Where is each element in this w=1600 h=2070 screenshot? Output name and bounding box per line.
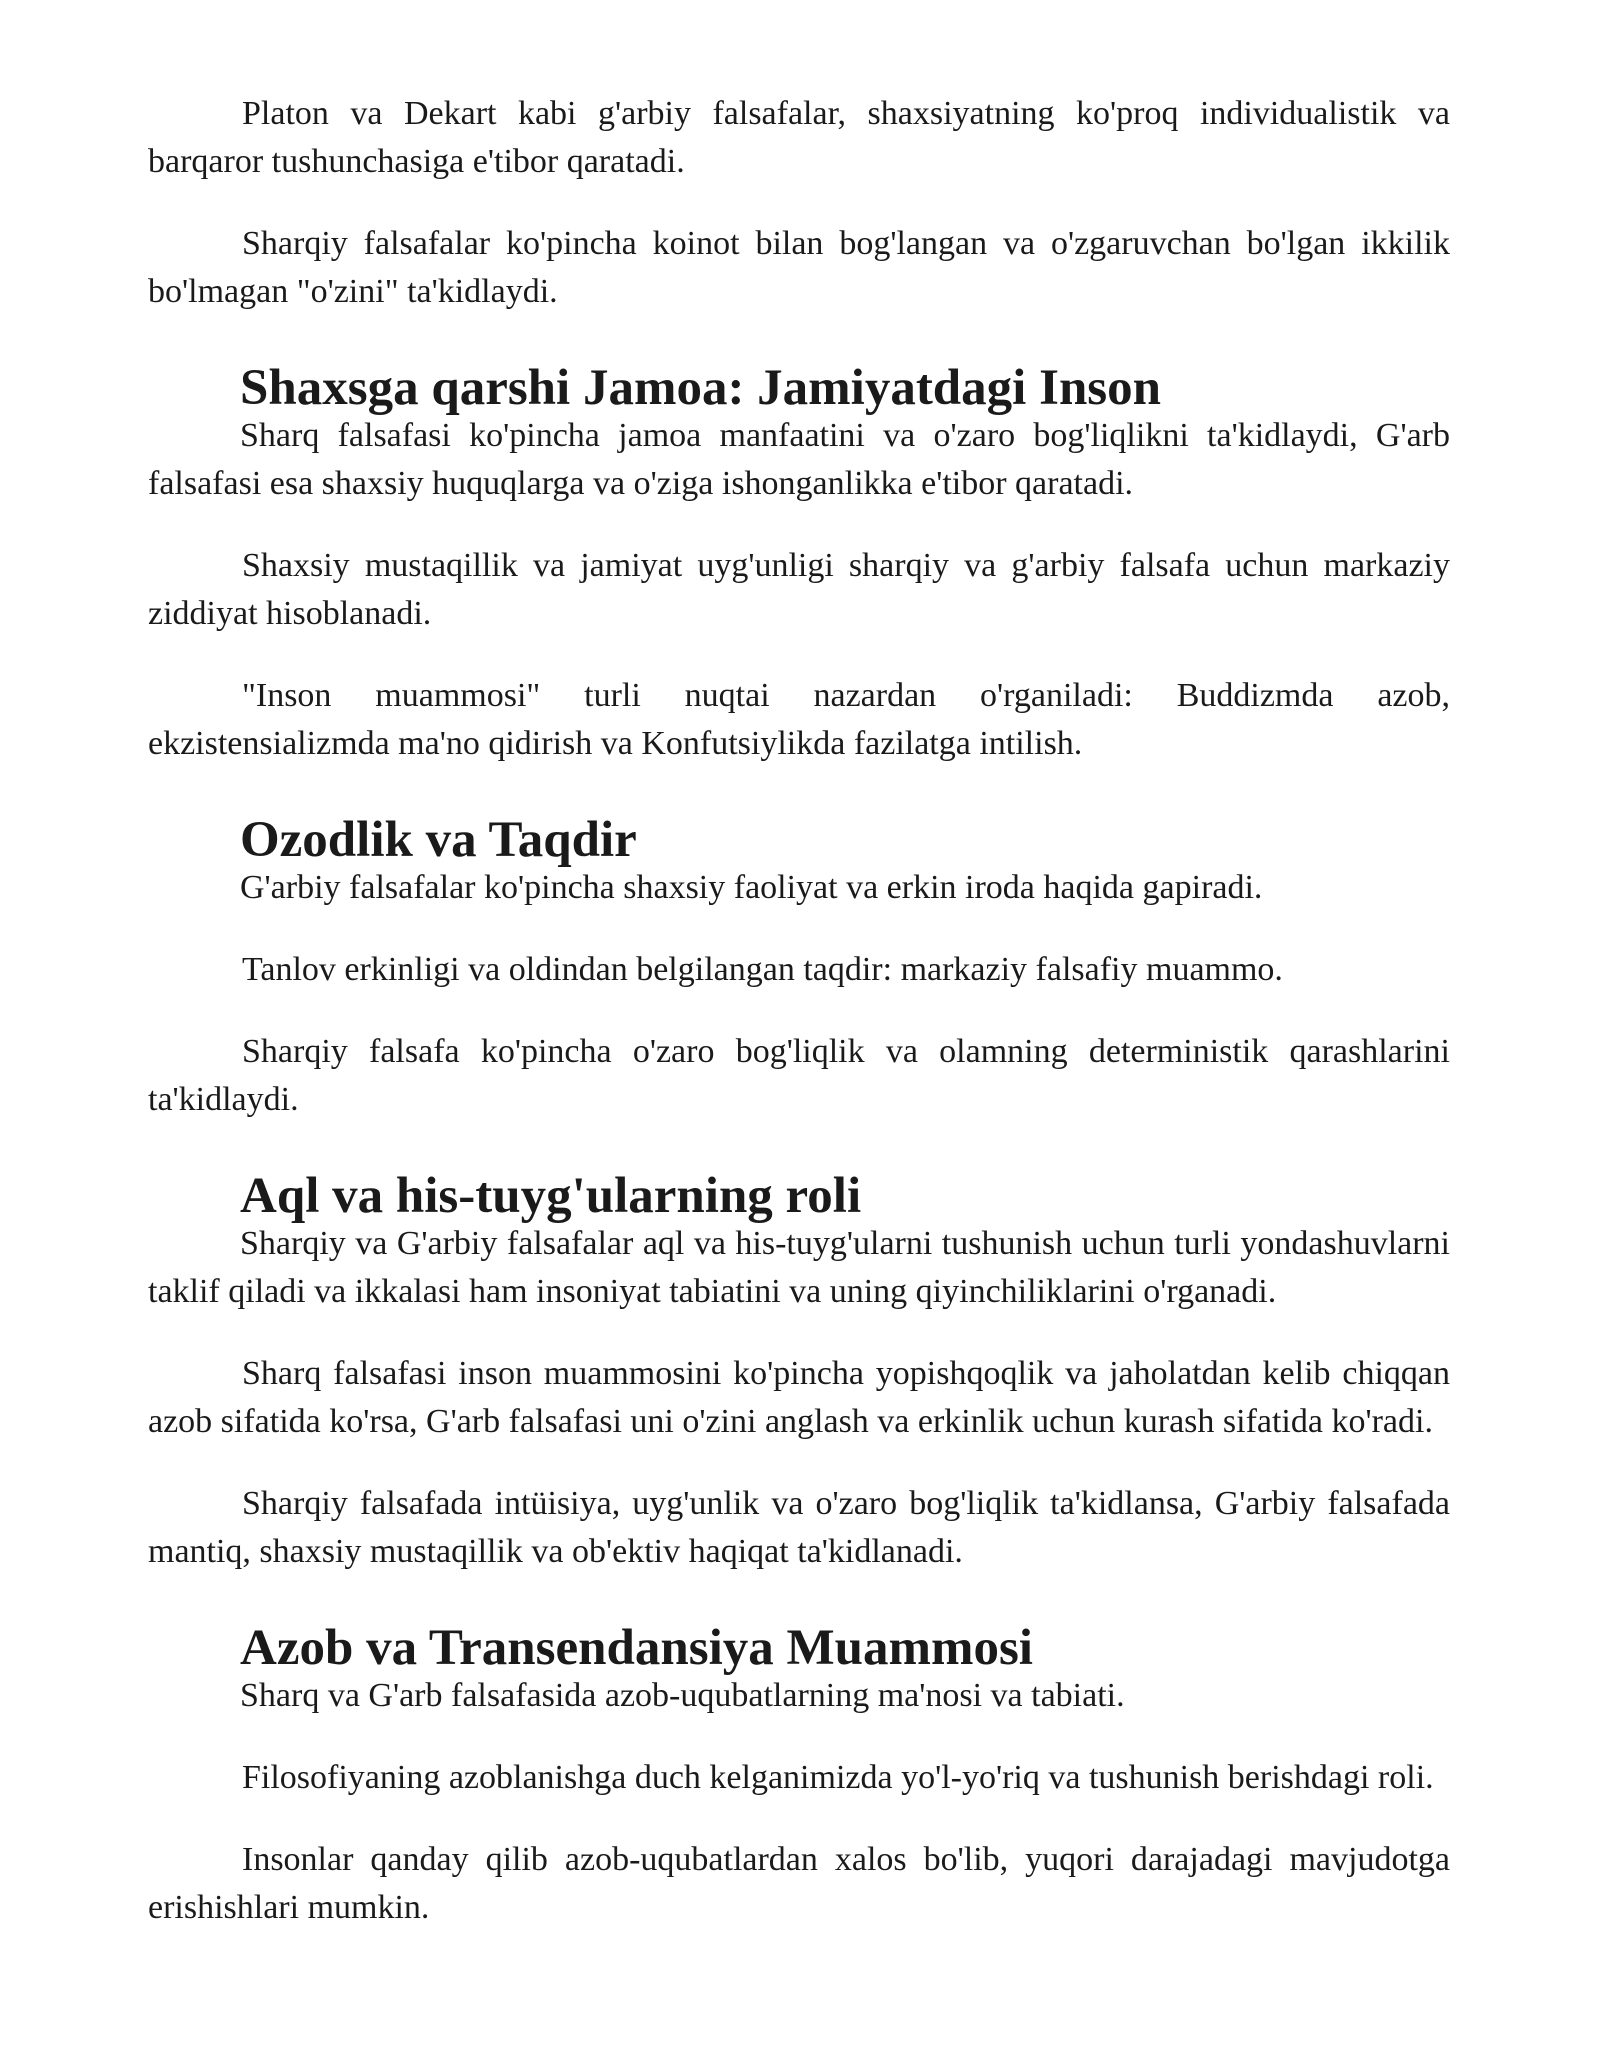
section-heading: Ozodlik va Taqdir — [240, 812, 637, 868]
paragraph: Sharq falsafasi inson muammosini ko'pincha yopishqoqlik va jaholatdan kelib chiqqan azob sifatida ko'rsa, G'arb falsafasi uni o'zini anglash va erkinlik uchun kurash sifatida ko'radi. — [148, 1355, 1450, 1440]
paragraph: Insonlar qanday qilib azob-uqubatlardan xalos bo'lib, yuqori darajadagi mavjudotga erishishlari mumkin. — [148, 1841, 1450, 1926]
paragraph: Sharqiy va G'arbiy falsafalar aql va his-tuyg'ularni tushunish uchun turli yondashuvlarni taklif qiladi va ikkalasi ham insoniyat tabiatini va uning qiyinchiliklarini o'rganadi. — [148, 1225, 1450, 1310]
paragraph: Sharqiy falsafa ko'pincha o'zaro bog'liqlik va olamning deterministik qarashlarini ta'kidlaydi. — [148, 1033, 1450, 1118]
paragraph: Filosofiyaning azoblanishga duch kelganimizda yo'l-yo'riq va tushunish berishdagi roli. — [242, 1759, 1434, 1796]
paragraph: G'arbiy falsafalar ko'pincha shaxsiy faoliyat va erkin iroda haqida gapiradi. — [240, 869, 1263, 906]
paragraph: Sharqiy falsafada intüisiya, uyg'unlik va o'zaro bog'liqlik ta'kidlansa, G'arbiy falsafada mantiq, shaxsiy mustaqillik va ob'ektiv haqiqat ta'kidlanadi. — [148, 1485, 1450, 1570]
paragraph: Platon va Dekart kabi g'arbiy falsafalar, shaxsiyatning ko'proq individualistik va barqaror tushunchasiga e'tibor qaratadi. — [148, 95, 1450, 180]
section-heading: Azob va Transendansiya Muammosi — [240, 1620, 1033, 1676]
paragraph: "Inson muammosi" turli nuqtai nazardan o'rganiladi: Buddizmda azob, ekzistensializmda ma'no qidirish va Konfutsiylikda fazilatga intilish. — [148, 677, 1450, 762]
paragraph: Sharqiy falsafalar ko'pincha koinot bilan bog'langan va o'zgaruvchan bo'lgan ikkilik bo'lmagan "o'zini" ta'kidlaydi. — [148, 225, 1450, 310]
section-heading: Aql va his-tuyg'ularning roli — [240, 1168, 862, 1224]
section-heading: Shaxsga qarshi Jamoa: Jamiyatdagi Inson — [240, 360, 1162, 416]
document-page — [148, 90, 1450, 1932]
paragraph: Shaxsiy mustaqillik va jamiyat uyg'unligi sharqiy va g'arbiy falsafa uchun markaziy ziddiyat hisoblanadi. — [148, 547, 1450, 632]
paragraph: Sharq va G'arb falsafasida azob-uqubatlarning ma'nosi va tabiati. — [240, 1677, 1125, 1714]
paragraph: Tanlov erkinligi va oldindan belgilangan taqdir: markaziy falsafiy muammo. — [242, 951, 1283, 988]
paragraph: Sharq falsafasi ko'pincha jamoa manfaatini va o'zaro bog'liqlikni ta'kidlaydi, G'arb falsafasi esa shaxsiy huquqlarga va o'ziga ishonganlikka e'tibor qaratadi. — [148, 417, 1450, 502]
